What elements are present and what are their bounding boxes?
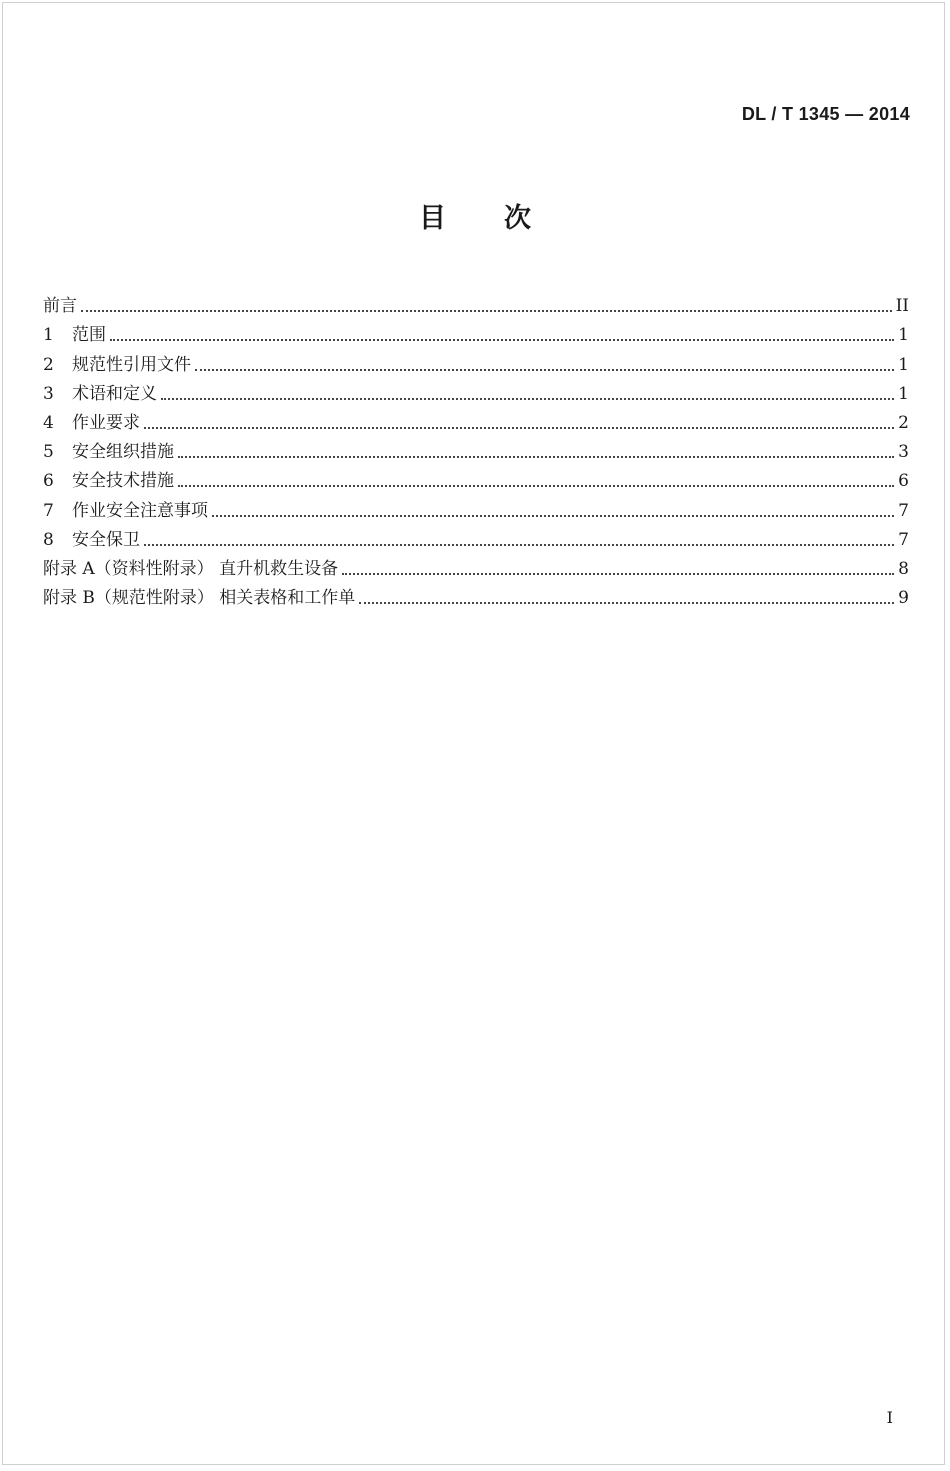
toc-leader-dots (81, 310, 892, 312)
toc-leader-dots (161, 398, 894, 400)
toc-entry-page: 1 (898, 383, 909, 404)
toc-leader-dots (110, 339, 894, 341)
toc-entry-label: 作业要求 (72, 412, 140, 433)
toc-leader-dots (178, 456, 894, 458)
toc-entry-number: 4 (43, 412, 54, 433)
standard-code: DL / T 1345 — 2014 (741, 104, 910, 124)
toc-entry-page: 2 (898, 412, 909, 433)
toc-entry-page: 1 (898, 354, 909, 375)
toc-entry-page: 9 (898, 588, 909, 609)
toc-entry-label: 附录 B（规范性附录） 相关表格和工作单 (43, 588, 356, 609)
toc-leader-dots (212, 515, 894, 517)
toc-entry-label: 安全组织措施 (72, 442, 174, 463)
toc-entry-label: 规范性引用文件 (72, 354, 191, 375)
toc-entry-page: II (895, 296, 909, 317)
toc-entry-page: 3 (898, 442, 909, 463)
toc-entry-label: 术语和定义 (72, 383, 157, 404)
toc-entry-6[interactable] (43, 463, 909, 492)
toc-entry-label: 安全技术措施 (72, 471, 174, 492)
page-number: I (886, 1408, 893, 1427)
toc-entry-label: 附录 A（资料性附录） 直升机救生设备 (43, 558, 339, 579)
toc-entry-label: 作业安全注意事项 (72, 500, 208, 521)
toc-entry-page: 1 (898, 325, 909, 346)
toc-entry-number: 8 (43, 529, 54, 550)
toc-leader-dots (342, 573, 894, 575)
toc-entry-1[interactable] (43, 317, 909, 346)
toc-entry-number: 5 (43, 442, 54, 463)
toc-leader-dots (195, 369, 894, 371)
toc-leader-dots (359, 602, 894, 604)
toc-entry-7[interactable] (43, 492, 909, 521)
toc-leader-dots (144, 544, 894, 546)
toc-entry-number: 7 (43, 500, 54, 521)
toc-entry-3[interactable] (43, 376, 909, 405)
toc-entry-page: 8 (898, 558, 909, 579)
toc-entry-8[interactable] (43, 522, 909, 551)
toc-entry-number: 1 (43, 325, 54, 346)
toc-entry-number: 6 (43, 471, 54, 492)
toc-entry-4[interactable] (43, 405, 909, 434)
toc-entry-5[interactable] (43, 434, 909, 463)
table-of-contents (43, 288, 909, 609)
toc-leader-dots (144, 427, 894, 429)
toc-entry-2[interactable] (43, 346, 909, 375)
toc-entry-label: 安全保卫 (72, 529, 140, 550)
toc-entry-appendix-b[interactable] (43, 580, 909, 609)
toc-leader-dots (178, 485, 894, 487)
toc-entry-number: 2 (43, 354, 54, 375)
toc-entry-preface[interactable] (43, 288, 909, 317)
toc-entry-appendix-a[interactable] (43, 551, 909, 580)
toc-entry-number: 3 (43, 383, 54, 404)
toc-entry-label: 前言 (43, 296, 77, 317)
toc-entry-page: 7 (898, 529, 909, 550)
toc-entry-label: 范围 (72, 325, 106, 346)
toc-entry-page: 7 (898, 500, 909, 521)
toc-entry-page: 6 (898, 471, 909, 492)
toc-title: 目次 (419, 203, 589, 234)
